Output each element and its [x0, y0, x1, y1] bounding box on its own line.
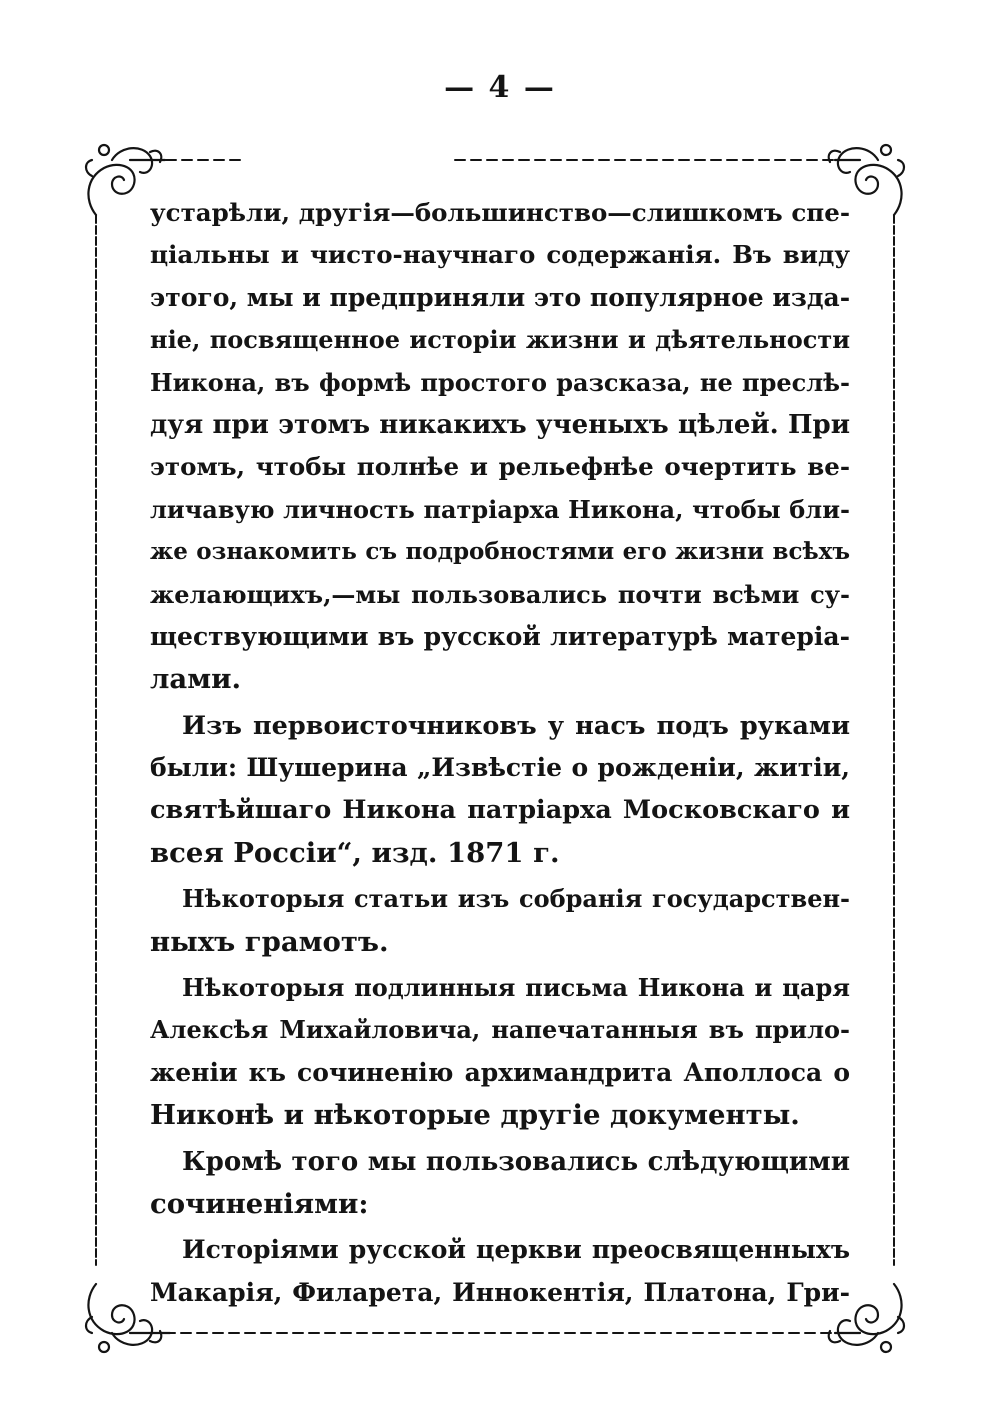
text-line: Никонѣ и нѣкоторые другіе документы. [150, 1099, 800, 1132]
text-line: лами. [150, 663, 242, 696]
text-line: желающихъ,—мы пользовались почти всѣми су- [150, 579, 850, 609]
paragraph [150, 878, 850, 963]
text-line: сочиненіями: [150, 1187, 369, 1220]
text-line: Алексѣя Михайловича, напечатанныя въ прило- [150, 1015, 850, 1045]
text-line: Макарія, Филарета, Иннокентія, Платона, Гри- [150, 1277, 850, 1307]
text-line: ныхъ грамотъ. [150, 925, 389, 958]
text-line: устарѣли, другія—большинство—слишкомъ спе- [150, 198, 850, 227]
text-line: Никона, въ формѣ простого разсказа, не преслѣ- [150, 367, 850, 397]
paragraph [150, 1229, 850, 1314]
text-line: святѣйшаго Никона патріарха Московскаго и [150, 795, 850, 826]
text-line: дуя при этомъ никакихъ ученыхъ цѣлей. При [150, 409, 850, 440]
page-number: — 4 — [444, 70, 556, 105]
text-line: ціальны и чисто-научнаго содержанія. Въ виду [150, 240, 850, 270]
paragraph [150, 192, 850, 701]
text-line: Нѣкоторыя подлинныя письма Никона и царя [182, 973, 850, 1003]
text-line: женіи къ сочиненію архимандрита Аполлоса о [150, 1057, 850, 1087]
body-text [150, 192, 850, 1314]
text-line: Нѣкоторыя статьи изъ собранія государствен- [182, 884, 850, 914]
text-line: этого, мы и предприняли это популярное изда- [150, 282, 851, 312]
text-line: же ознакомить съ подробностями его жизни всѣхъ [150, 538, 850, 566]
paragraph [150, 1141, 850, 1226]
text-line: Кромѣ того мы пользовались слѣдующими [182, 1146, 850, 1177]
text-line: Исторіями русской церкви преосвященныхъ [182, 1235, 850, 1265]
paragraph [150, 967, 850, 1137]
text-line: были: Шушерина „Извѣстіе о рожденіи, житіи, [150, 753, 850, 783]
text-line: всея Россіи“, изд. 1871 г. [150, 836, 560, 869]
paragraph [150, 705, 850, 875]
text-line: этомъ, чтобы полнѣе и рельефнѣе очертить ве- [150, 452, 850, 482]
text-line: Изъ первоисточниковъ у насъ подъ руками [182, 710, 850, 741]
text-line: личавую личность патріарха Никона, чтобы бли- [150, 494, 850, 524]
text-line: ществующими въ русской литературѣ матеріа- [150, 621, 850, 651]
text-line: ніе, посвященное исторіи жизни и дѣятельности [150, 325, 850, 355]
